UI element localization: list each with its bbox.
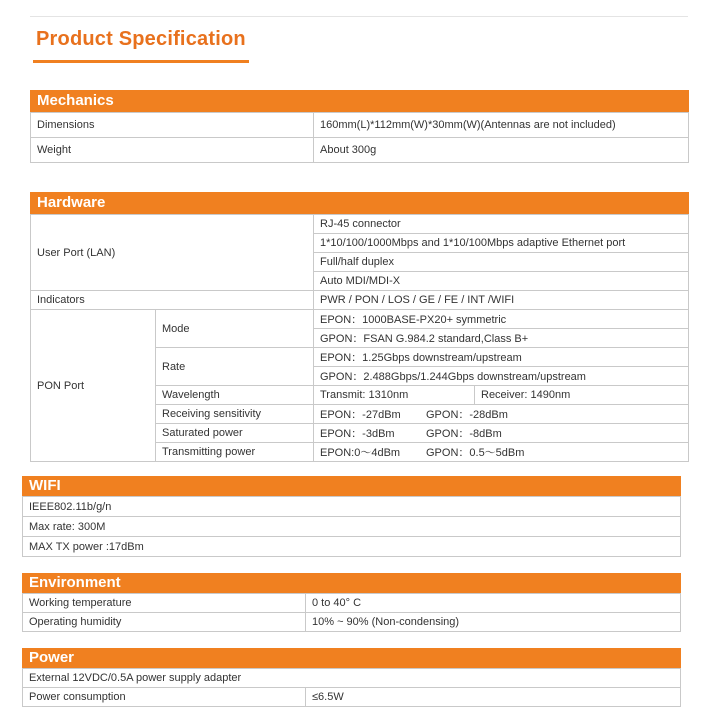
- working-temperature-value: 0 to 40° C: [306, 594, 681, 613]
- saturated-power-label: Saturated power: [156, 424, 314, 443]
- hardware-table: [30, 214, 689, 462]
- indicators-value: PWR / PON / LOS / GE / FE / INT /WIFI: [314, 291, 689, 310]
- mode-value: GPON：FSAN G.984.2 standard,Class B+: [314, 329, 689, 348]
- table-row: [23, 688, 681, 707]
- table-row: [31, 310, 689, 329]
- wifi-table: [22, 496, 681, 557]
- power-table: [22, 668, 681, 707]
- table-row: [23, 537, 681, 557]
- receiving-sensitivity-value: [314, 405, 689, 424]
- rate-label: Rate: [156, 348, 314, 386]
- table-row: [23, 613, 681, 632]
- table-row: [31, 291, 689, 310]
- working-temperature-label: Working temperature: [23, 594, 306, 613]
- table-row: [31, 113, 689, 138]
- hardware-section: [30, 192, 689, 462]
- operating-humidity-label: Operating humidity: [23, 613, 306, 632]
- mechanics-header: Mechanics: [30, 90, 689, 112]
- mechanics-table: [30, 112, 689, 163]
- page-title: Product Specification: [36, 28, 246, 50]
- dimensions-label: Dimensions: [31, 113, 314, 138]
- wavelength-receiver: Receiver: 1490nm: [475, 386, 689, 405]
- indicators-label: Indicators: [31, 291, 314, 310]
- title-underline: [33, 60, 249, 63]
- wifi-section: [22, 476, 681, 557]
- operating-humidity-value: 10% ~ 90% (Non-condensing): [306, 613, 681, 632]
- gpon-value: GPON：-28dBm: [426, 409, 508, 421]
- weight-label: Weight: [31, 138, 314, 163]
- table-row: [23, 594, 681, 613]
- table-row: [23, 517, 681, 537]
- user-port-value: Full/half duplex: [314, 253, 689, 272]
- table-row: [31, 215, 689, 234]
- gpon-value: GPON：-8dBm: [426, 428, 502, 440]
- wifi-header: WIFI: [22, 476, 681, 496]
- power-consumption-label: Power consumption: [23, 688, 306, 707]
- mode-label: Mode: [156, 310, 314, 348]
- receiving-sensitivity-label: Receiving sensitivity: [156, 405, 314, 424]
- power-section: [22, 648, 681, 707]
- environment-header: Environment: [22, 573, 681, 593]
- weight-value: About 300g: [314, 138, 689, 163]
- wifi-tx-power: MAX TX power :17dBm: [23, 537, 681, 557]
- environment-section: [22, 573, 681, 632]
- wavelength-transmit: Transmit: 1310nm: [314, 386, 475, 405]
- rate-value: EPON：1.25Gbps downstream/upstream: [314, 348, 689, 367]
- table-row: [23, 669, 681, 688]
- wifi-max-rate: Max rate: 300M: [23, 517, 681, 537]
- wavelength-label: Wavelength: [156, 386, 314, 405]
- user-port-value: 1*10/100/1000Mbps and 1*10/100Mbps adaptive Ethernet port: [314, 234, 689, 253]
- mode-value: EPON：1000BASE-PX20+ symmetric: [314, 310, 689, 329]
- epon-value: EPON：-3dBm: [320, 428, 395, 440]
- saturated-power-value: [314, 424, 689, 443]
- dimensions-value: 160mm(L)*112mm(W)*30mm(W)(Antennas are not included): [314, 113, 689, 138]
- epon-value: EPON:0～4dBm: [320, 447, 401, 459]
- power-adapter: External 12VDC/0.5A power supply adapter: [23, 669, 681, 688]
- table-row: [31, 138, 689, 163]
- wifi-standard: IEEE802.11b/g/n: [23, 497, 681, 517]
- mechanics-section: [30, 90, 689, 163]
- top-divider: [30, 16, 688, 17]
- power-consumption-value: ≤6.5W: [306, 688, 681, 707]
- environment-table: [22, 593, 681, 632]
- user-port-value: RJ-45 connector: [314, 215, 689, 234]
- hardware-header: Hardware: [30, 192, 689, 214]
- table-row: [23, 497, 681, 517]
- rate-value: GPON：2.488Gbps/1.244Gbps downstream/upstream: [314, 367, 689, 386]
- user-port-value: Auto MDI/MDI-X: [314, 272, 689, 291]
- power-header: Power: [22, 648, 681, 668]
- gpon-value: GPON：0.5～5dBm: [426, 447, 525, 459]
- transmitting-power-value: [314, 443, 689, 462]
- pon-port-label: PON Port: [31, 310, 156, 462]
- user-port-label: User Port (LAN): [31, 215, 314, 291]
- epon-value: EPON：-27dBm: [320, 409, 401, 421]
- transmitting-power-label: Transmitting power: [156, 443, 314, 462]
